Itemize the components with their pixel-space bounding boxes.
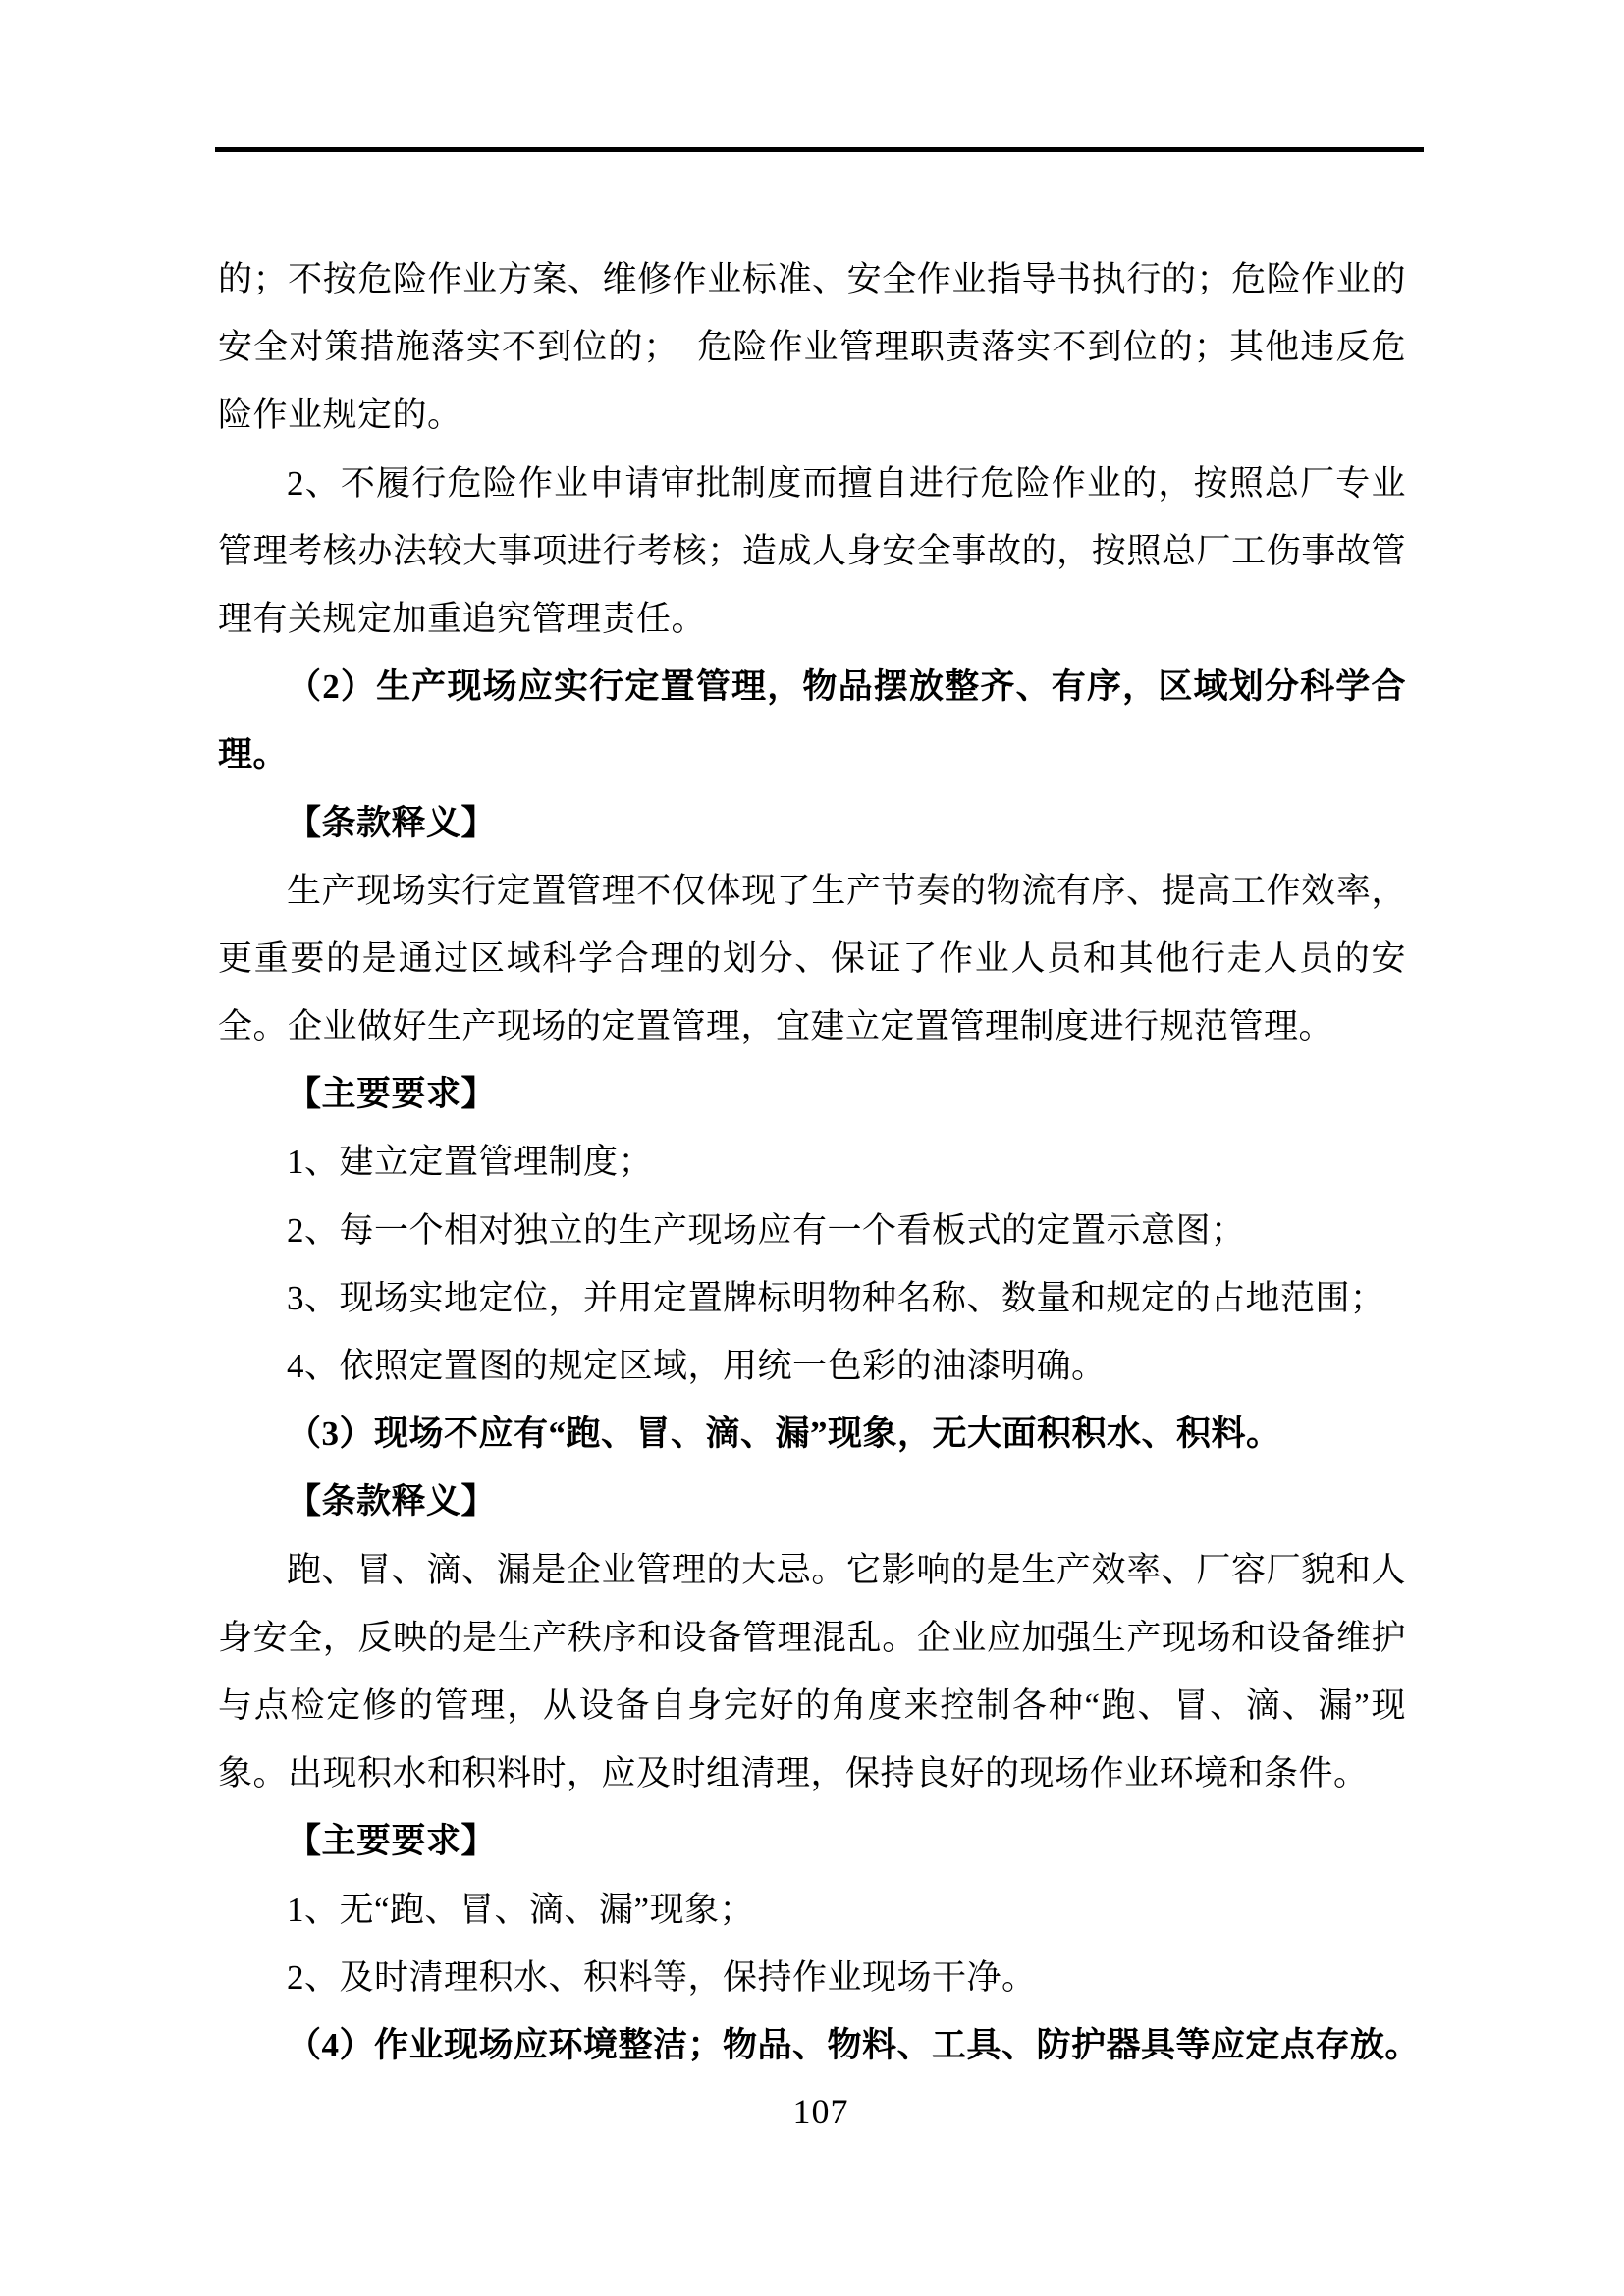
text-line: 跑、冒、滴、漏是企业管理的大忌。它影响的是生产效率、厂容厂貌和人 (287, 1550, 1406, 1589)
text-line: 理有关规定加重追究管理责任。 (218, 599, 707, 638)
text-line: 【条款释义】 (287, 803, 497, 842)
text-line: （4）作业现场应环境整洁；物品、物料、工具、防护器具等应定点存放。 (287, 2025, 1421, 2064)
text-line: 1、建立定置管理制度； (287, 1143, 654, 1182)
text-line: 【主要要求】 (287, 1075, 497, 1114)
text-line: 与点检定修的管理，从设备自身完好的角度来控制各种“跑、冒、滴、漏”现 (218, 1685, 1406, 1725)
text-line: 安全对策措施落实不到位的； 危险作业管理职责落实不到位的；其他违反危 (218, 328, 1406, 367)
text-line: （2）生产现场应实行定置管理，物品摆放整齐、有序，区域划分科学合 (287, 667, 1406, 707)
text-line: 4、依照定置图的规定区域，用统一色彩的油漆明确。 (287, 1347, 1107, 1385)
text-line: 【条款释义】 (287, 1482, 497, 1522)
text-line: 的；不按危险作业方案、维修作业标准、安全作业指导书执行的；危险作业的 (218, 260, 1406, 298)
header-rule (215, 147, 1424, 152)
text-line: 2、每一个相对独立的生产现场应有一个看板式的定置示意图； (287, 1210, 1246, 1250)
text-line: 生产现场实行定置管理不仅体现了生产节奏的物流有序、提高工作效率， (287, 871, 1406, 910)
text-line: 【主要要求】 (287, 1822, 497, 1861)
text-line: 更重要的是通过区域科学合理的划分、保证了作业人员和其他行走人员的安 (218, 938, 1406, 978)
text-line: 管理考核办法较大事项进行考核；造成人身安全事故的，按照总厂工伤事故管 (218, 531, 1406, 570)
text-line: 象。出现积水和积料时，应及时组清理，保持良好的现场作业环境和条件。 (218, 1754, 1369, 1793)
text-line: （3）现场不应有“跑、冒、滴、漏”现象，无大面积积水、积料。 (287, 1415, 1281, 1454)
text-line: 3、现场实地定位，并用定置牌标明物种名称、数量和规定的占地范围； (287, 1278, 1385, 1317)
text-block (218, 245, 1421, 2079)
text-line: 险作业规定的。 (218, 396, 462, 435)
page-number: 107 (792, 2092, 849, 2131)
text-line: 身安全，反映的是生产秩序和设备管理混乱。企业应加强生产现场和设备维护 (218, 1618, 1406, 1657)
text-line: 2、及时清理积水、积料等，保持作业现场干净。 (287, 1957, 1037, 1997)
text-line: 2、不履行危险作业申请审批制度而擅自进行危险作业的，按照总厂专业 (287, 463, 1406, 503)
text-line: 1、无“跑、冒、滴、漏”现象； (287, 1890, 755, 1929)
text-line: 理。 (218, 735, 289, 774)
text-line: 全。企业做好生产现场的定置管理，宜建立定置管理制度进行规范管理。 (218, 1007, 1334, 1046)
